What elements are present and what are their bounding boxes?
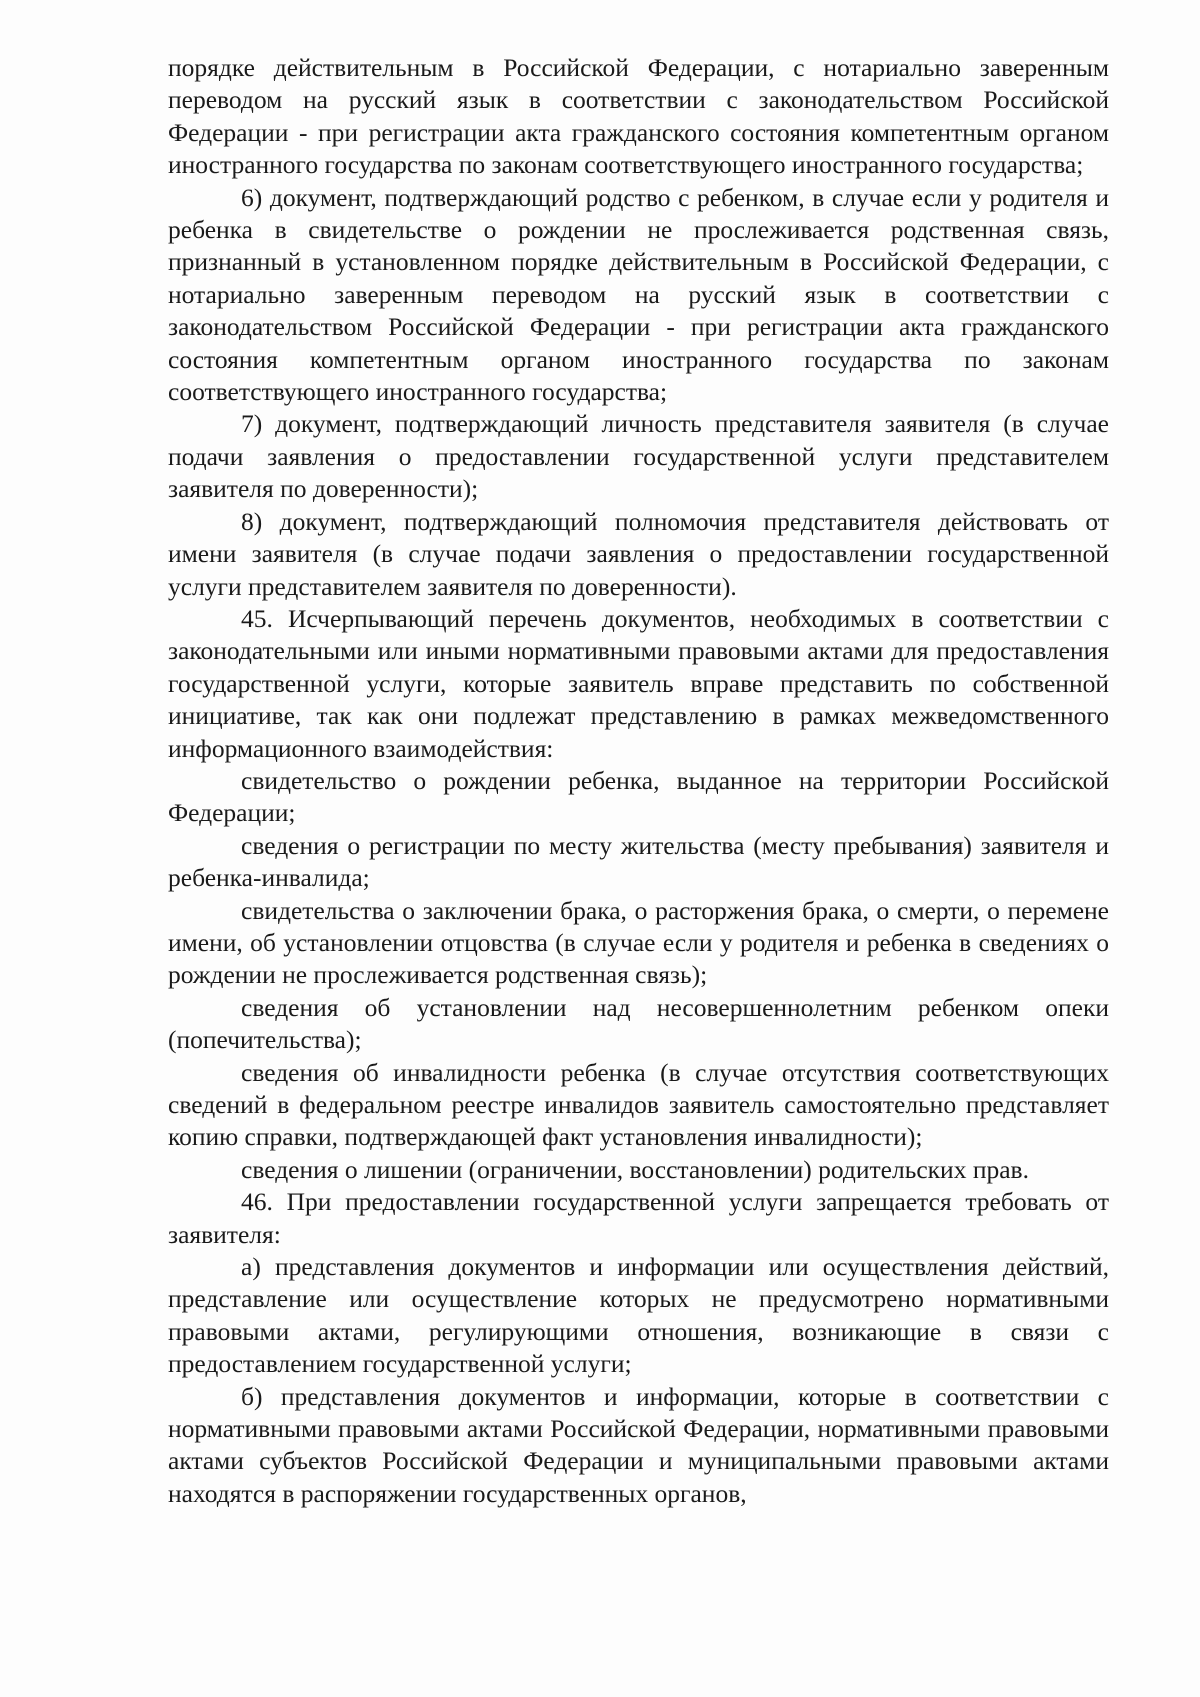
- paragraph-disability-info: сведения об инвалидности ребенка (в случае отсутствия соответствующих сведений в федеральном реестре инвалидов заявитель самостоятельно представляет копию справки, подтверждающей факт установления инвалидности);: [168, 1057, 1109, 1152]
- paragraph-civil-certificates: свидетельства о заключении брака, о расторжения брака, о смерти, о перемене имени, об установлении отцовства (в случае если у родителя и ребенка в сведениях о рождении не прослеживается родственная связь);: [168, 895, 1109, 990]
- paragraph-item-6: 6) документ, подтверждающий родство с ребенком, в случае если у родителя и ребенка в свидетельстве о рождении не прослеживается родственная связь, признанный в установленном порядке действительным в Российской Федерации, с нотариально заверенным переводом на русский язык в соответствии с законодательством Российской Федерации - при регистрации акта гражданского состояния компетентным органом иностранного государства по законам соответствующего иностранного государства;: [168, 182, 1109, 407]
- paragraph-item-7: 7) документ, подтверждающий личность представителя заявителя (в случае подачи заявления о предоставлении государственной услуги представителем заявителя по доверенности);: [168, 409, 1109, 504]
- paragraph-section-45: 45. Исчерпывающий перечень документов, необходимых в соответствии с законодательными или иными нормативными правовыми актами для предоставления государственной услуги, которые заявитель вправе представить по собственной инициативе, так как они подлежат представлению в рамках межведомственного информационного взаимодействия:: [168, 603, 1109, 763]
- paragraph-continuation: порядке действительным в Российской Федерации, с нотариально заверенным переводом на русский язык в соответствии с законодательством Российской Федерации - при регистрации акта гражданского состояния компетентным органом иностранного государства по законам соответствующего иностранного государства;: [168, 53, 1109, 180]
- paragraph-parental-rights-info: сведения о лишении (ограничении, восстановлении) родительских прав.: [241, 1154, 1029, 1184]
- paragraph-item-b: б) представления документов и информации, которые в соответствии с нормативными правовыми актами Российской Федерации, нормативными правовыми актами субъектов Российской Федерации и муниципальными правовыми актами находятся в распоряжении государственных органов,: [168, 1381, 1109, 1508]
- document-body: [168, 52, 1109, 1510]
- paragraph-birth-certificate: свидетельство о рождении ребенка, выданное на территории Российской Федерации;: [168, 765, 1109, 828]
- paragraph-item-8: 8) документ, подтверждающий полномочия представителя действовать от имени заявителя (в случае подачи заявления о предоставлении государственной услуги представителем заявителя по доверенности).: [168, 506, 1109, 601]
- paragraph-guardianship-info: сведения об установлении над несовершеннолетним ребенком опеки (попечительства);: [168, 992, 1109, 1055]
- paragraph-section-46: 46. При предоставлении государственной услуги запрещается требовать от заявителя:: [168, 1187, 1109, 1249]
- paragraph-registration-info: сведения о регистрации по месту жительства (месту пребывания) заявителя и ребенка-инвалида;: [168, 830, 1109, 893]
- paragraph-item-a: а) представления документов и информации или осуществления действий, представление или осуществление которых не предусмотрено нормативными правовыми актами, регулирующими отношения, возникающие в связи с предоставлением государственной услуги;: [168, 1252, 1109, 1379]
